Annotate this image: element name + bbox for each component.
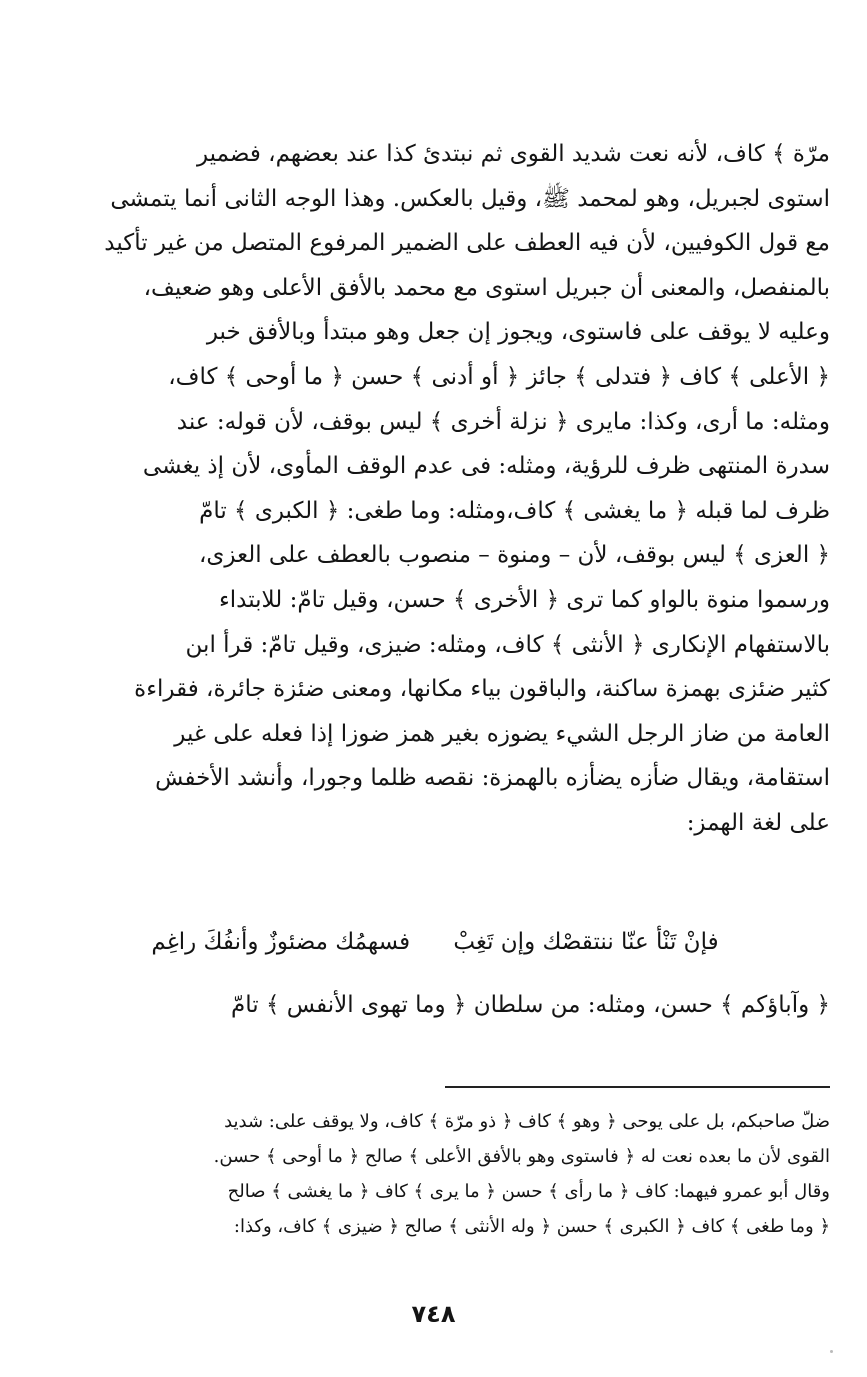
verse-first-hemistich: فإنْ تَنْأ عنّا ننتقصْك وإن تَغِبْ xyxy=(453,929,719,955)
text-line: مرّة ﴾ كاف، لأنه نعت شديد القوى ثم نبتدئ كذا عند بعضهم، فضمير xyxy=(196,141,830,167)
poetry-verse xyxy=(40,920,830,964)
text-line: ﴿ العزى ﴾ ليس بوقف، لأن – ومنوة – منصوب بالعطف على العزى، xyxy=(198,542,830,569)
footnote-line: ﴿ وما طغى ﴾ كاف ﴿ الكبرى ﴾ حسن ﴿ وله الأنثى ﴾ صالح ﴿ ضيزى ﴾ كاف، وكذا: xyxy=(233,1216,830,1237)
verse-second-hemistich: فسهمُك مضئوزٌ وأنفُكَ راغِم xyxy=(151,929,411,955)
page-number: ٧٤٨ xyxy=(411,1300,456,1328)
scan-speck xyxy=(830,1350,833,1353)
text-line: كثير ضئزى بهمزة ساكنة، والباقون بياء مكانها، ومعنى ضئزة جائرة، فقراءة xyxy=(134,676,830,703)
text-line: مع قول الكوفيين، لأن فيه العطف على الضمير المرفوع المتصل من غير تأكيد xyxy=(104,230,830,257)
footnotes xyxy=(40,1104,830,1244)
text-line: على لغة الهمز: xyxy=(686,809,830,836)
text-line: بالاستفهام الإنكارى ﴿ الأنثى ﴾ كاف، ومثله: ضيزى، وقيل تامّ: قرأ ابن xyxy=(185,631,830,658)
text-line: وعليه لا يوقف على فاستوى، ويجوز إن جعل وهو مبتدأ وبالأفق خبر xyxy=(206,319,830,346)
text-line: بالمنفصل، والمعنى أن جبريل استوى مع محمد بالأفق الأعلى وهو ضعيف، xyxy=(143,274,830,301)
footnote-divider xyxy=(445,1086,830,1088)
text-line: استوى لجبريل، وهو لمحمد ﷺ، وقيل بالعكس. وهذا الوجه الثانى أنما يتمشى xyxy=(110,185,830,212)
text-line: ومثله: ما أرى، وكذا: مايرى ﴿ نزلة أخرى ﴾ ليس بوقف، لأن قوله: عند xyxy=(176,408,830,435)
footnote-line: القوى لأن ما بعده نعت له ﴿ فاستوى وهو بالأفق الأعلى ﴾ صالح ﴿ ما أوحى ﴾ حسن. xyxy=(213,1146,830,1167)
text-line: ظرف لما قبله ﴿ ما يغشى ﴾ كاف،ومثله: وما طغى: ﴿ الكبرى ﴾ تامّ xyxy=(199,497,830,524)
footnote-line: ضلّ صاحبكم، بل على يوحى ﴿ وهو ﴾ كاف ﴿ ذو مرّة ﴾ كاف، ولا يوقف على: شديد xyxy=(224,1111,830,1132)
text-line: استقامة، ويقال ضأزه يضأزه بالهمزة: نقصه ظلما وجورا، وأنشد الأخفش xyxy=(155,765,830,792)
main-text xyxy=(40,132,830,846)
text-line: ﴿ الأعلى ﴾ كاف ﴿ فتدلى ﴾ جائز ﴿ أو أدنى ﴾ حسن ﴿ ما أوحى ﴾ كاف، xyxy=(168,363,830,390)
text-line-after-verse: ﴿ وآباؤكم ﴾ حسن، ومثله: من سلطان ﴿ وما تهوى الأنفس ﴾ تامّ xyxy=(231,992,830,1018)
text-line: ورسموا منوة بالواو كما ترى ﴿ الأخرى ﴾ حسن، وقيل تامّ: للابتداء xyxy=(218,586,830,613)
footnote-line: وقال أبو عمرو فيهما: كاف ﴿ ما رأى ﴾ حسن ﴿ ما يرى ﴾ كاف ﴿ ما يغشى ﴾ صالح xyxy=(227,1181,830,1202)
text-line: سدرة المنتهى ظرف للرؤية، ومثله: فى عدم الوقف المأوى، لأن إذ يغشى xyxy=(142,453,830,480)
text-line: العامة من ضاز الرجل الشيء يضوزه بغير همز ضوزا إذا فعله على غير xyxy=(174,720,830,747)
